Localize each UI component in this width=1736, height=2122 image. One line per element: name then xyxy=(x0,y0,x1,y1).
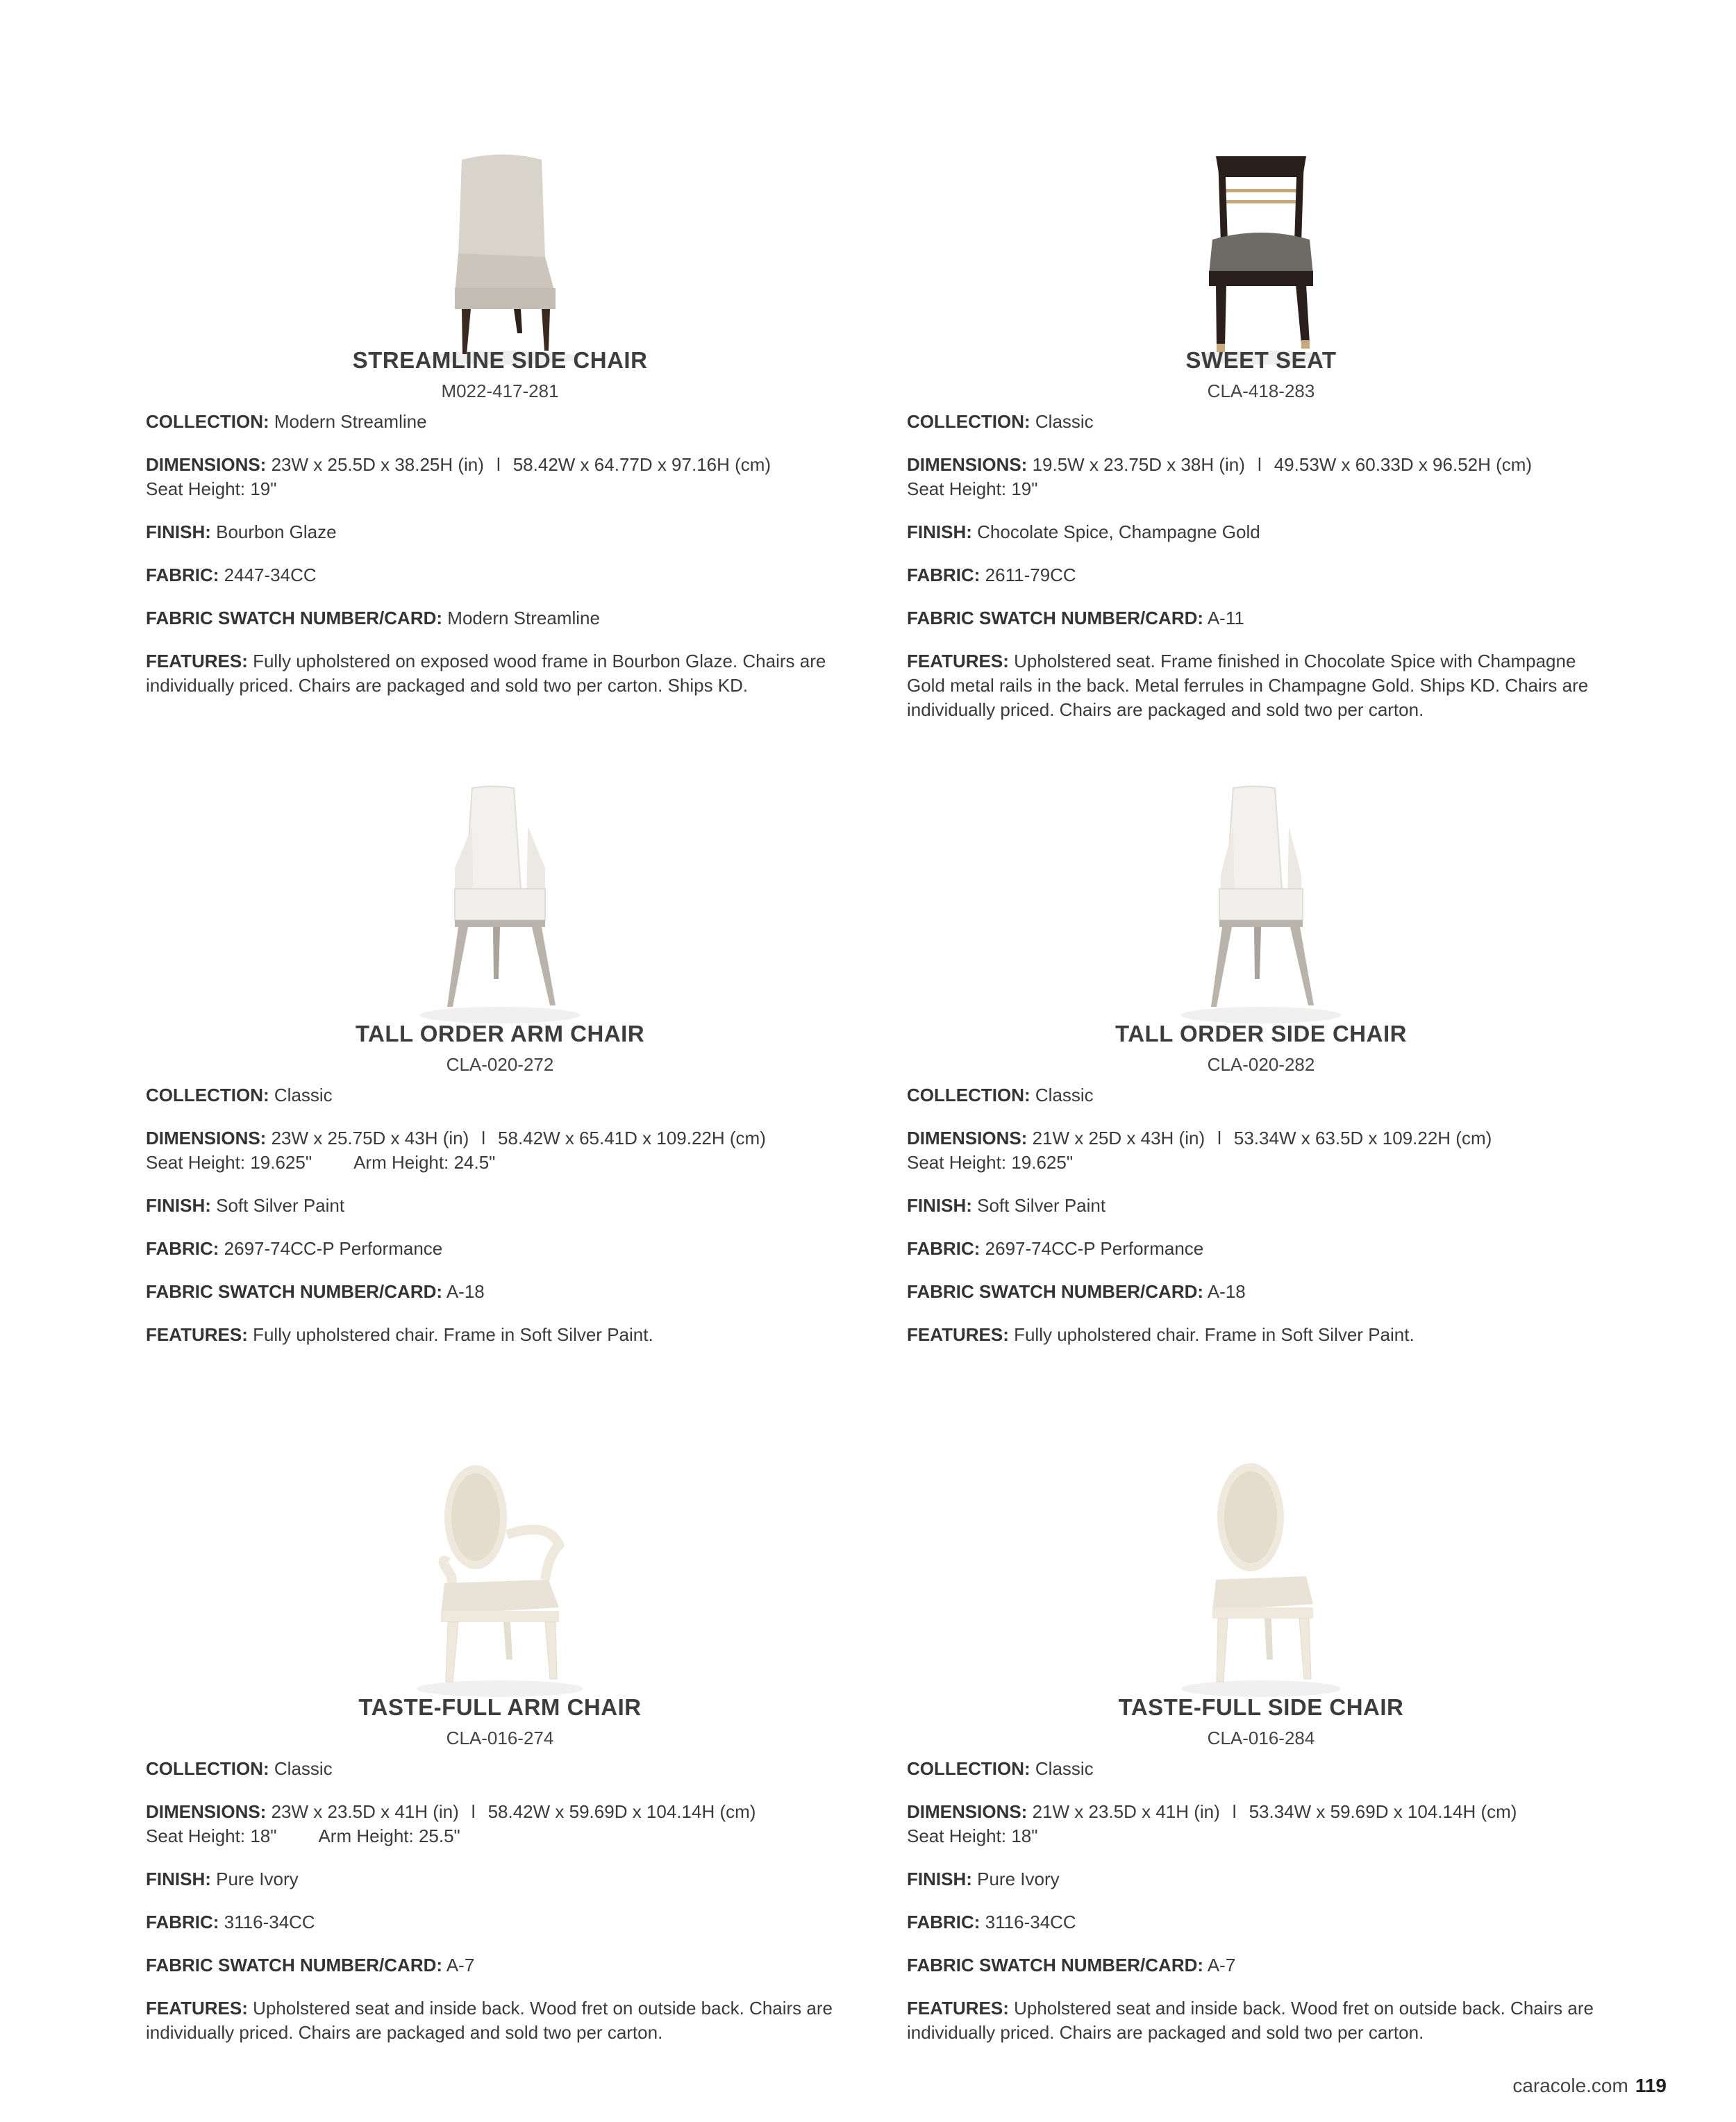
spec-label: DIMENSIONS: xyxy=(146,1128,267,1148)
spec-features xyxy=(907,1323,1615,1347)
spec-label: FINISH: xyxy=(907,1869,972,1889)
spec-features xyxy=(907,1996,1615,2045)
product-specs xyxy=(907,1757,1615,2064)
product-photo xyxy=(146,1423,854,1701)
product-sku: CLA-020-282 xyxy=(1207,1054,1315,1075)
product-sku: CLA-418-283 xyxy=(1207,381,1315,401)
spec-value: Modern Streamline xyxy=(447,608,600,628)
product-photo xyxy=(907,750,1615,1028)
product-specs xyxy=(146,1083,854,1366)
dimensions-inches: 19.5W x 23.75D x 38H (in) xyxy=(1032,454,1245,475)
spec-features xyxy=(146,649,854,698)
spec-fabric xyxy=(146,1910,854,1935)
spec-label: COLLECTION: xyxy=(907,411,1030,432)
tall-back-side-chair-icon xyxy=(1178,785,1344,1028)
product-sku: M022-417-281 xyxy=(441,381,559,401)
seat-height: Seat Height: 19.625" xyxy=(146,1152,312,1173)
spec-label: FABRIC SWATCH NUMBER/CARD: xyxy=(907,608,1204,628)
oval-back-side-chair-icon xyxy=(1178,1458,1344,1701)
dimensions-inches: 21W x 25D x 43H (in) xyxy=(1032,1128,1205,1148)
spec-label: DIMENSIONS: xyxy=(146,1801,267,1822)
product-name: STREAMLINE SIDE CHAIR xyxy=(352,347,648,373)
product-name: TALL ORDER ARM CHAIR xyxy=(355,1021,645,1046)
spec-value: Upholstered seat and inside back. Wood fret on outside back. Chairs are individually priced. Chairs are packaged and sold two per carton. xyxy=(907,1998,1594,2043)
seat-height: Seat Height: 18" xyxy=(907,1826,1038,1846)
spec-swatch xyxy=(146,606,854,630)
spec-collection xyxy=(146,410,854,434)
upholstered-side-chair-icon xyxy=(417,146,583,368)
spec-label: FABRIC: xyxy=(907,1238,980,1259)
spec-value: Classic xyxy=(274,1085,333,1105)
product-name: TASTE-FULL ARM CHAIR xyxy=(358,1694,642,1720)
spec-collection xyxy=(146,1757,854,1781)
dimension-separator: l xyxy=(1232,1801,1237,1822)
spec-label: FINISH: xyxy=(907,1195,972,1216)
spec-value: Upholstered seat and inside back. Wood fret on outside back. Chairs are individually priced. Chairs are packaged and sold two per carton. xyxy=(146,1998,833,2043)
spec-value: Fully upholstered chair. Frame in Soft Silver Paint. xyxy=(253,1324,653,1345)
spec-value: 2447-34CC xyxy=(224,565,317,585)
spec-value: 2611-79CC xyxy=(985,565,1076,585)
spec-label: FABRIC SWATCH NUMBER/CARD: xyxy=(146,608,443,628)
spec-collection xyxy=(907,410,1615,434)
spec-value: A-18 xyxy=(1207,1281,1246,1302)
spec-fabric xyxy=(146,563,854,587)
spec-label: COLLECTION: xyxy=(146,1758,269,1779)
spec-swatch xyxy=(907,606,1615,630)
spec-label: FEATURES: xyxy=(907,1998,1009,2019)
spec-label: COLLECTION: xyxy=(907,1758,1030,1779)
spec-value: Fully upholstered on exposed wood frame in Bourbon Glaze. Chairs are individually priced. Chairs are packaged and sold two per carton. Ships KD. xyxy=(146,651,826,696)
product-photo xyxy=(907,90,1615,368)
spec-dimensions xyxy=(907,1800,1615,1848)
spec-label: COLLECTION: xyxy=(907,1085,1030,1105)
spec-finish xyxy=(907,1867,1615,1891)
spec-value: A-7 xyxy=(446,1955,475,1975)
spec-finish xyxy=(907,520,1615,544)
spec-value: Classic xyxy=(1035,1758,1094,1779)
spec-label: FABRIC SWATCH NUMBER/CARD: xyxy=(907,1955,1204,1975)
spec-label: FINISH: xyxy=(146,1869,211,1889)
spec-dimensions xyxy=(146,1800,854,1848)
spec-value: Upholstered seat. Frame finished in Chocolate Spice with Champagne Gold metal rails in the back. Metal ferrules in Champagne Gold. Ships KD. Chairs are individually priced. Chairs are packaged and sold two per carton. xyxy=(907,651,1589,720)
seat-height: Seat Height: 19" xyxy=(146,478,277,499)
spec-swatch xyxy=(907,1280,1615,1304)
spec-swatch xyxy=(907,1953,1615,1978)
product-name: SWEET SEAT xyxy=(1185,347,1337,373)
dimensions-cm: 58.42W x 64.77D x 97.16H (cm) xyxy=(512,454,771,475)
spec-label: FABRIC: xyxy=(146,1238,219,1259)
spec-value: Modern Streamline xyxy=(274,411,427,432)
spec-label: DIMENSIONS: xyxy=(146,454,267,475)
dimensions-inches: 23W x 25.5D x 38.25H (in) xyxy=(271,454,484,475)
dimension-separator: l xyxy=(1217,1128,1221,1148)
spec-label: DIMENSIONS: xyxy=(907,454,1028,475)
spec-swatch xyxy=(146,1280,854,1304)
spec-value: Bourbon Glaze xyxy=(216,521,337,542)
spec-fabric xyxy=(907,1237,1615,1261)
spec-collection xyxy=(907,1083,1615,1108)
spec-fabric xyxy=(907,1910,1615,1935)
spec-finish xyxy=(146,1194,854,1218)
tall-back-arm-chair-icon xyxy=(417,785,583,1028)
spec-value: A-11 xyxy=(1207,608,1244,628)
arm-height: Arm Height: 25.5" xyxy=(318,1826,460,1846)
dimension-separator: l xyxy=(1257,454,1262,475)
spec-value: Soft Silver Paint xyxy=(977,1195,1106,1216)
spec-value: 2697-74CC-P Performance xyxy=(224,1238,443,1259)
spec-value: Pure Ivory xyxy=(216,1869,299,1889)
spec-label: FINISH: xyxy=(146,521,211,542)
spec-dimensions xyxy=(146,1126,854,1175)
spec-label: FEATURES: xyxy=(907,651,1009,671)
dimension-separator: l xyxy=(471,1801,476,1822)
spec-features xyxy=(907,649,1615,722)
dimensions-inches: 23W x 23.5D x 41H (in) xyxy=(271,1801,459,1822)
oval-back-arm-chair-icon xyxy=(410,1458,590,1701)
page-footer xyxy=(1512,2075,1667,2097)
spec-label: FABRIC SWATCH NUMBER/CARD: xyxy=(907,1281,1204,1302)
spec-value: 3116-34CC xyxy=(985,1912,1076,1932)
spec-features xyxy=(146,1996,854,2045)
spec-value: Fully upholstered chair. Frame in Soft Silver Paint. xyxy=(1014,1324,1414,1345)
spec-swatch xyxy=(146,1953,854,1978)
arm-height: Arm Height: 24.5" xyxy=(353,1152,496,1173)
spec-dimensions xyxy=(907,1126,1615,1175)
product-specs xyxy=(146,410,854,717)
product-photo xyxy=(146,750,854,1028)
product-photo xyxy=(907,1423,1615,1701)
spec-label: FEATURES: xyxy=(146,651,248,671)
dimension-separator: l xyxy=(496,454,501,475)
product-name: TALL ORDER SIDE CHAIR xyxy=(1115,1021,1407,1046)
spec-value: Classic xyxy=(1035,1085,1094,1105)
product-specs xyxy=(146,1757,854,2064)
dimensions-cm: 53.34W x 59.69D x 104.14H (cm) xyxy=(1249,1801,1517,1822)
spec-value: 2697-74CC-P Performance xyxy=(985,1238,1204,1259)
dimensions-cm: 49.53W x 60.33D x 96.52H (cm) xyxy=(1274,454,1533,475)
spec-value: Chocolate Spice, Champagne Gold xyxy=(977,521,1260,542)
spec-value: A-18 xyxy=(446,1281,485,1302)
spec-collection xyxy=(907,1757,1615,1781)
spec-label: DIMENSIONS: xyxy=(907,1801,1028,1822)
spec-finish xyxy=(146,1867,854,1891)
spec-label: FABRIC SWATCH NUMBER/CARD: xyxy=(146,1955,443,1975)
spec-value: Pure Ivory xyxy=(977,1869,1060,1889)
spec-features xyxy=(146,1323,854,1347)
page-number: 119 xyxy=(1635,2075,1667,2096)
website-link[interactable]: caracole.com xyxy=(1512,2075,1628,2096)
spec-finish xyxy=(146,520,854,544)
product-photo xyxy=(146,90,854,368)
spec-collection xyxy=(146,1083,854,1108)
product-sku: CLA-020-272 xyxy=(446,1054,554,1075)
spec-label: FEATURES: xyxy=(146,1324,248,1345)
spec-label: FABRIC SWATCH NUMBER/CARD: xyxy=(146,1281,443,1302)
seat-height: Seat Height: 18" xyxy=(146,1826,277,1846)
spec-label: FABRIC: xyxy=(907,1912,980,1932)
spec-value: Soft Silver Paint xyxy=(216,1195,345,1216)
dimensions-cm: 53.34W x 63.5D x 109.22H (cm) xyxy=(1233,1128,1492,1148)
spec-value: A-7 xyxy=(1207,1955,1236,1975)
spec-label: DIMENSIONS: xyxy=(907,1128,1028,1148)
spec-label: COLLECTION: xyxy=(146,411,269,432)
spec-label: FEATURES: xyxy=(907,1324,1009,1345)
spec-fabric xyxy=(146,1237,854,1261)
spec-value: 3116-34CC xyxy=(224,1912,315,1932)
spec-label: COLLECTION: xyxy=(146,1085,269,1105)
spec-dimensions xyxy=(146,453,854,501)
wood-frame-side-chair-icon xyxy=(1178,146,1344,368)
dimensions-inches: 23W x 25.75D x 43H (in) xyxy=(271,1128,469,1148)
seat-height: Seat Height: 19.625" xyxy=(907,1152,1074,1173)
spec-fabric xyxy=(907,563,1615,587)
spec-label: FABRIC: xyxy=(907,565,980,585)
spec-value: Classic xyxy=(1035,411,1094,432)
seat-height: Seat Height: 19" xyxy=(907,478,1038,499)
spec-label: FABRIC: xyxy=(146,1912,219,1932)
product-sku: CLA-016-284 xyxy=(1207,1728,1315,1748)
dimensions-cm: 58.42W x 65.41D x 109.22H (cm) xyxy=(498,1128,766,1148)
spec-label: FABRIC: xyxy=(146,565,219,585)
dimensions-cm: 58.42W x 59.69D x 104.14H (cm) xyxy=(487,1801,756,1822)
product-specs xyxy=(907,410,1615,741)
spec-finish xyxy=(907,1194,1615,1218)
spec-label: FINISH: xyxy=(907,521,972,542)
product-specs xyxy=(907,1083,1615,1366)
spec-label: FINISH: xyxy=(146,1195,211,1216)
product-name: TASTE-FULL SIDE CHAIR xyxy=(1118,1694,1404,1720)
spec-dimensions xyxy=(907,453,1615,501)
dimension-separator: l xyxy=(481,1128,486,1148)
spec-value: Classic xyxy=(274,1758,333,1779)
spec-label: FEATURES: xyxy=(146,1998,248,2019)
product-sku: CLA-016-274 xyxy=(446,1728,554,1748)
dimensions-inches: 21W x 23.5D x 41H (in) xyxy=(1032,1801,1220,1822)
